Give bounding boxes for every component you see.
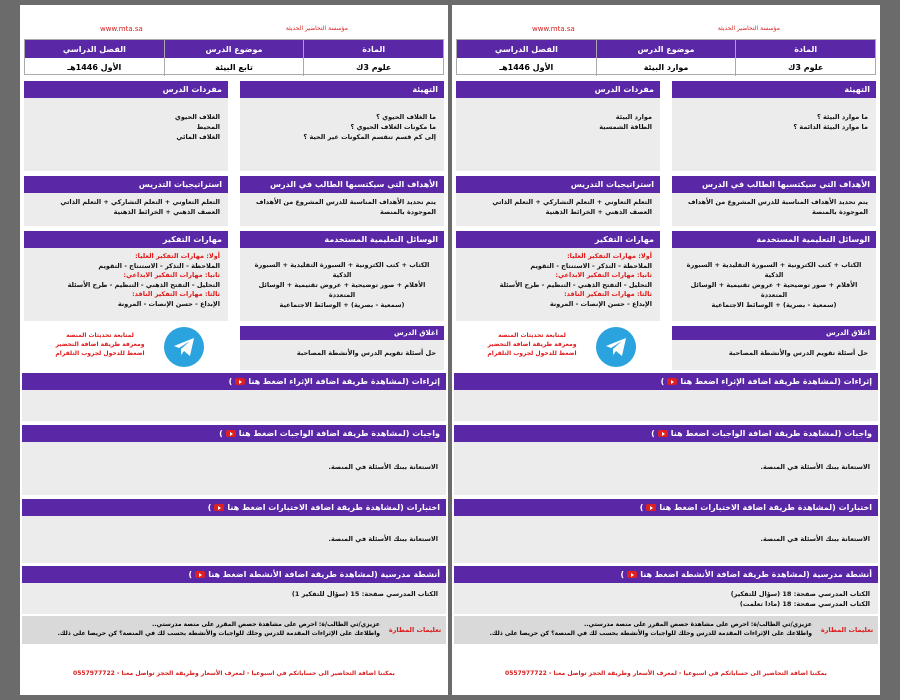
list-item: ما موارد البيئة ؟ xyxy=(816,113,868,121)
warmup-title: التهيئة xyxy=(240,81,444,98)
vocab-title: مفردات الدرس xyxy=(24,81,228,98)
tests-section xyxy=(454,499,878,563)
list-item: إلى كم قسم تنقسم المكونات غير الحية ؟ xyxy=(303,133,436,141)
homework-section xyxy=(454,425,878,495)
homework-title[interactable]: واجبات (لمشاهدة طريقة اضافة الواجبات اضغط هنا ) xyxy=(22,425,446,442)
tests-text: الاستعانة ببنك الأسئلة في المنصة. xyxy=(454,516,878,563)
warmup-list xyxy=(240,98,444,146)
list-item: الكتاب المدرسي صفحة: 18 (سؤال للتفكير) xyxy=(730,590,870,598)
telegram-note[interactable]: لمتابعة تحديثات المنصة ومعرفة طريقة اضافة التحضير اضغط للدخول لجروب التلقرام xyxy=(55,332,145,357)
warmup-box xyxy=(672,81,876,171)
closing-title: اغلاق الدرس xyxy=(240,326,444,340)
list-item: ما موارد البيئة الدائمة ؟ xyxy=(793,123,868,131)
aids-text: الكتاب + كتب الكترونية + السبورة التقليدية + السبورة الذكية الأقلام + صور توضيحية + عروض تقنيمية + الوسائل المتعددة (سمعية - بصرية) + الوسائط الاجتماعية xyxy=(686,261,862,309)
thinking-line-1: أولا: مهارات التفكير العليا: xyxy=(567,252,652,260)
telegram-note[interactable]: لمتابعة تحديثات المنصة ومعرفة طريقة اضافة التحضير اضغط للدخول لجروب التلقرام xyxy=(487,332,577,357)
strategies-text: التعلم التعاوني + التعلم التشاركي + التعلم الذاتي العصف الذهني + الخرائط الذهنية xyxy=(492,198,652,216)
closing-title: اغلاق الدرس xyxy=(672,326,876,340)
goals-title: الأهداف التي سيكتسبها الطالب في الدرس xyxy=(672,176,876,193)
telegram-icon[interactable] xyxy=(596,327,636,367)
enrichment-title[interactable]: إثراءات (لمشاهدة طريقة اضافة الإثراء اضغط هنا ) xyxy=(22,373,446,390)
list-item: الكتاب المدرسي صفحة: 15 (سؤال للتفكير 1) xyxy=(291,590,438,598)
list-item: موارد البيئة xyxy=(615,113,652,121)
thinking-line-1: أولا: مهارات التفكير العليا: xyxy=(135,252,220,260)
youtube-icon[interactable] xyxy=(627,571,637,578)
activities-list xyxy=(454,583,878,614)
vocab-list xyxy=(456,98,660,136)
thinking-line-6: الإبداع - حسن الإنصات - المرونة xyxy=(117,299,220,308)
weak-text-2: واطلاعك على الإثراءات المقدمة للدرس وحلك للواجبات والأنشطة بحسب لك في المنصة؟ كن حريصا على ذلك. xyxy=(489,630,812,637)
closing-box xyxy=(240,326,444,370)
activities-section xyxy=(454,566,878,614)
org-name: مؤسسة التحاضير الحديثة xyxy=(717,25,780,32)
topic-value: تابع البيئة xyxy=(164,58,304,76)
warmup-box xyxy=(240,81,444,171)
goals-text: يتم تحديد الأهداف المناسبة للدرس المشروع من الأهداف الموجودة بالمنصة xyxy=(687,198,868,216)
weak-students-label: تعليمات المطارة xyxy=(820,626,874,634)
site-url[interactable]: www.mta.sa xyxy=(532,25,575,33)
aids-text: الكتاب + كتب الكترونية + السبورة التقليدية + السبورة الذكية الأقلام + صور توضيحية + عروض تقنيمية + الوسائل المتعددة (سمعية - بصرية) + الوسائط الاجتماعية xyxy=(254,261,430,309)
weak-students-label: تعليمات المطارة xyxy=(388,626,442,634)
list-item: المحيط xyxy=(196,123,220,131)
weak-text-1: عزيزي/تي الطالب/ة: احرص على مشاهدة حصص المقرر على منصة مدرستي.. xyxy=(151,621,380,628)
lesson-info-table xyxy=(456,39,876,75)
enrichment-body xyxy=(22,390,446,421)
thinking-line-3: ثانيا: مهارات التفكير الابداعي: xyxy=(123,271,220,279)
org-name: مؤسسة التحاضير الحديثة xyxy=(285,25,348,32)
goals-box xyxy=(672,176,876,226)
telegram-icon[interactable] xyxy=(164,327,204,367)
subject-value: علوم 3ك xyxy=(303,58,443,76)
thinking-line-4: التحليل - التفتح الذهني - التنظيم - طرح الأسئلة xyxy=(67,280,220,289)
vocab-title: مفردات الدرس xyxy=(456,81,660,98)
thinking-title: مهارات التفكير xyxy=(456,231,660,248)
warmup-title: التهيئة xyxy=(672,81,876,98)
thinking-line-5: ثالثا: مهارات التفكير الناقد: xyxy=(564,290,652,298)
tests-title[interactable]: اختبارات (لمشاهدة طريقة اضافة الاختبارات اضغط هنا ) xyxy=(454,499,878,516)
subject-header: المادة xyxy=(735,40,875,58)
thinking-title: مهارات التفكير xyxy=(24,231,228,248)
weak-text-1: عزيزي/تي الطالب/ة: احرص على مشاهدة حصص المقرر على منصة مدرستي.. xyxy=(583,621,812,628)
youtube-icon[interactable] xyxy=(658,430,668,437)
youtube-icon[interactable] xyxy=(667,378,677,385)
thinking-line-2: الملاحظة - التذكر - الاستنتاج - التقويم xyxy=(98,261,220,270)
thinking-line-5: ثالثا: مهارات التفكير الناقد: xyxy=(132,290,220,298)
activities-list xyxy=(22,583,446,614)
lesson-sheet-left xyxy=(20,5,448,695)
activities-section xyxy=(22,566,446,614)
thinking-box xyxy=(456,231,660,321)
goals-text: يتم تحديد الأهداف المناسبة للدرس المشروع من الأهداف الموجودة بالمنصة xyxy=(255,198,436,216)
sheet-header xyxy=(20,5,448,39)
strategies-box xyxy=(456,176,660,226)
enrichment-section xyxy=(22,373,446,421)
topic-header: موضوع الدرس xyxy=(596,40,736,58)
strategies-title: استراتيجيات التدريس xyxy=(456,176,660,193)
closing-text: حل أسئلة تقويم الدرس والأنشطة المصاحبة xyxy=(728,349,868,357)
aids-title: الوسائل التعليمية المستخدمة xyxy=(240,231,444,248)
youtube-icon[interactable] xyxy=(235,378,245,385)
strategies-box xyxy=(24,176,228,226)
thinking-line-4: التحليل - التفتح الذهني - التنظيم - طرح الأسئلة xyxy=(499,280,652,289)
site-url[interactable]: www.mta.sa xyxy=(100,25,143,33)
activities-title[interactable]: أنشطة مدرسية (لمشاهدة طريقة اضافة الأنشطة اضغط هنا ) xyxy=(22,566,446,583)
aids-box xyxy=(240,231,444,321)
vocab-list xyxy=(24,98,228,146)
tests-text: الاستعانة ببنك الأسئلة في المنصة. xyxy=(22,516,446,563)
aids-title: الوسائل التعليمية المستخدمة xyxy=(672,231,876,248)
subject-header: المادة xyxy=(303,40,443,58)
weak-students-section xyxy=(22,616,446,644)
subject-value: علوم 3ك xyxy=(735,58,875,76)
warmup-list xyxy=(672,98,876,136)
activities-title[interactable]: أنشطة مدرسية (لمشاهدة طريقة اضافة الأنشطة اضغط هنا ) xyxy=(454,566,878,583)
homework-text: الاستعانة ببنك الأسئلة في المنصة. xyxy=(22,442,446,495)
topic-header: موضوع الدرس xyxy=(164,40,304,58)
list-item: الغلاف الحيوي xyxy=(174,113,220,121)
youtube-icon[interactable] xyxy=(226,430,236,437)
closing-box xyxy=(672,326,876,370)
thinking-line-3: ثانيا: مهارات التفكير الابداعي: xyxy=(555,271,652,279)
goals-box xyxy=(240,176,444,226)
lesson-sheet-right xyxy=(452,5,880,695)
enrichment-section xyxy=(454,373,878,421)
topic-value: موارد البيئة xyxy=(596,58,736,76)
footer-contact: بمكننا اضافة التحاضير الى حساباتكم في اسبوعيا - لمعرف الأسعار وطريقة الحجز تواصل معنا - 0557977722 xyxy=(73,670,395,677)
strategies-title: استراتيجيات التدريس xyxy=(24,176,228,193)
vocab-box xyxy=(456,81,660,171)
list-item: الطاقة الشمسية xyxy=(599,123,652,131)
goals-title: الأهداف التي سيكتسبها الطالب في الدرس xyxy=(240,176,444,193)
youtube-icon[interactable] xyxy=(646,504,656,511)
homework-title[interactable]: واجبات (لمشاهدة طريقة اضافة الواجبات اضغط هنا ) xyxy=(454,425,878,442)
aids-box xyxy=(672,231,876,321)
thinking-box xyxy=(24,231,228,321)
list-item: الغلاف المائي xyxy=(176,133,220,141)
term-header: الفصل الدراسي xyxy=(457,40,596,58)
tests-title[interactable]: اختبارات (لمشاهدة طريقة اضافة الاختبارات اضغط هنا ) xyxy=(22,499,446,516)
list-item: ما مكونات الغلاف الحيوي ؟ xyxy=(350,123,436,131)
strategies-text: التعلم التعاوني + التعلم التشاركي + التعلم الذاتي العصف الذهني + الخرائط الذهنية xyxy=(60,198,220,216)
term-value: الأول 1446هـ xyxy=(499,62,554,72)
closing-text: حل أسئلة تقويم الدرس والأنشطة المصاحبة xyxy=(296,349,436,357)
weak-text-2: واطلاعك على الإثراءات المقدمة للدرس وحلك للواجبات والأنشطة بحسب لك في المنصة؟ كن حريصا على ذلك. xyxy=(57,630,380,637)
sheet-header xyxy=(452,5,880,39)
vocab-box xyxy=(24,81,228,171)
thinking-line-2: الملاحظة - التذكر - الاستنتاج - التقويم xyxy=(530,261,652,270)
homework-text: الاستعانة ببنك الأسئلة في المنصة. xyxy=(454,442,878,495)
enrichment-body xyxy=(454,390,878,421)
youtube-icon[interactable] xyxy=(195,571,205,578)
term-header: الفصل الدراسي xyxy=(25,40,164,58)
enrichment-title[interactable]: إثراءات (لمشاهدة طريقة اضافة الإثراء اضغط هنا ) xyxy=(454,373,878,390)
list-item: ما الغلاف الحيوي ؟ xyxy=(376,113,436,121)
homework-section xyxy=(22,425,446,495)
term-value: الأول 1446هـ xyxy=(67,62,122,72)
footer-contact: بمكننا اضافة التحاضير الى حساباتكم في اسبوعيا - لمعرف الأسعار وطريقة الحجز تواصل معنا - 0557977722 xyxy=(505,670,827,677)
weak-students-section xyxy=(454,616,878,644)
list-item: الكتاب المدرسي صفحة: 18 (ماذا تعلمت) xyxy=(739,600,870,608)
youtube-icon[interactable] xyxy=(214,504,224,511)
tests-section xyxy=(22,499,446,563)
lesson-info-table xyxy=(24,39,444,75)
thinking-line-6: الإبداع - حسن الإنصات - المرونة xyxy=(549,299,652,308)
